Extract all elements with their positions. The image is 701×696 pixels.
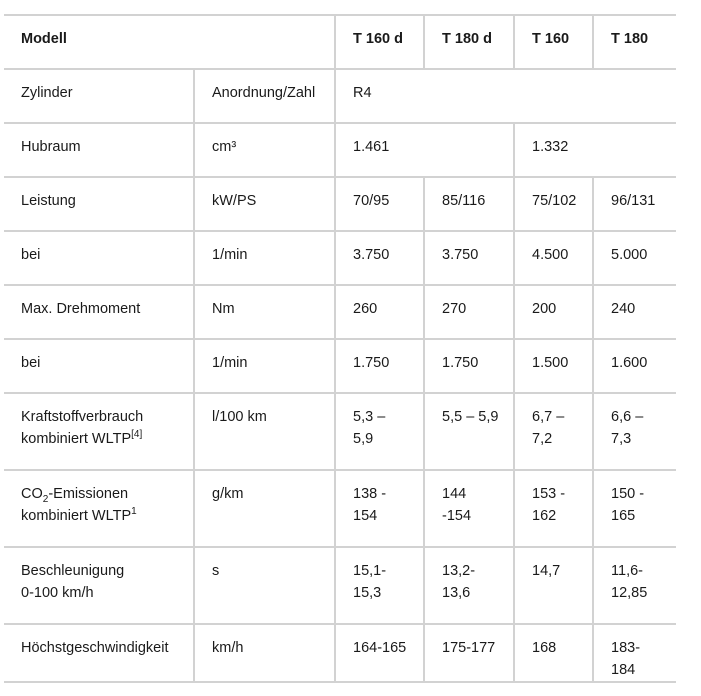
cell-value: 5.000 [593,231,676,285]
cell-value: 200 [514,285,593,339]
cell-value: 15,1-15,3 [335,547,424,624]
cell-value: 260 [335,285,424,339]
cell-value: R4 [335,69,676,123]
cell-value: 164-165 [335,624,424,682]
cell-value: 14,7 [514,547,593,624]
cell-value: 168 [514,624,593,682]
cell-value: 6,7 – 7,2 [514,393,593,470]
table-row [4,285,676,339]
table-row [4,231,676,285]
cell-value: 240 [593,285,676,339]
row-label: Beschleunigung 0-100 km/h [4,547,194,624]
cell-value: 1.461 [335,123,514,177]
cell-value: 6,6 – 7,3 [593,393,676,470]
row-label: $CO_2$-Emissionen kombiniert WLTP$^1$ [4,470,194,547]
header-model: T 180 d [424,15,514,69]
cell-value: 5,5 – 5,9 [424,393,514,470]
header-model: T 180 [593,15,676,69]
row-unit: g/km [194,470,335,547]
row-label: Zylinder [4,69,194,123]
cell-value: 138 - 154 [335,470,424,547]
table-row [4,123,676,177]
spec-table [4,14,676,683]
cell-value: 270 [424,285,514,339]
table-row [4,470,676,547]
cell-value: 13,2-13,6 [424,547,514,624]
header-row [4,15,676,69]
table-row [4,69,676,123]
cell-value: 144 -154 [424,470,514,547]
cell-value: 85/116 [424,177,514,231]
cell-value: 1.500 [514,339,593,393]
cell-value: 150 - 165 [593,470,676,547]
cell-value: 3.750 [424,231,514,285]
cell-value: 11,6-12,85 [593,547,676,624]
row-unit: l/100 km [194,393,335,470]
cell-value: 1.750 [335,339,424,393]
cell-value: 1.600 [593,339,676,393]
row-label: Höchstgeschwindigkeit [4,624,194,682]
cell-value: 1.332 [514,123,676,177]
cell-value: 175-177 [424,624,514,682]
cell-value: 3.750 [335,231,424,285]
footnote-ref: 1 [131,506,137,518]
row-label: Max. Drehmoment [4,285,194,339]
row-unit: kW/PS [194,177,335,231]
row-label: Hubraum [4,123,194,177]
cell-value: 5,3 – 5,9 [335,393,424,470]
table-row [4,339,676,393]
table-row [4,624,676,682]
header-model: T 160 d [335,15,424,69]
cell-value: 153 - 162 [514,470,593,547]
table-row [4,393,676,470]
table-row [4,547,676,624]
row-unit: s [194,547,335,624]
row-unit: 1/min [194,339,335,393]
row-unit: cm³ [194,123,335,177]
row-unit: Nm [194,285,335,339]
cell-value: 70/95 [335,177,424,231]
row-unit: 1/min [194,231,335,285]
row-label: Leistung [4,177,194,231]
cell-value: 96/131 [593,177,676,231]
cell-value: 4.500 [514,231,593,285]
cell-value: 1.750 [424,339,514,393]
table-row [4,177,676,231]
cell-value: 75/102 [514,177,593,231]
cell-value: 183-184 [593,624,676,682]
row-label: bei [4,231,194,285]
footnote-ref: [4] [131,429,143,441]
header-modell: Modell [4,15,335,69]
row-unit: km/h [194,624,335,682]
row-label: bei [4,339,194,393]
row-unit: Anordnung/Zahl [194,69,335,123]
row-label: Kraftstoffverbrauch kombiniert WLTP[4] [4,393,194,470]
header-model: T 160 [514,15,593,69]
